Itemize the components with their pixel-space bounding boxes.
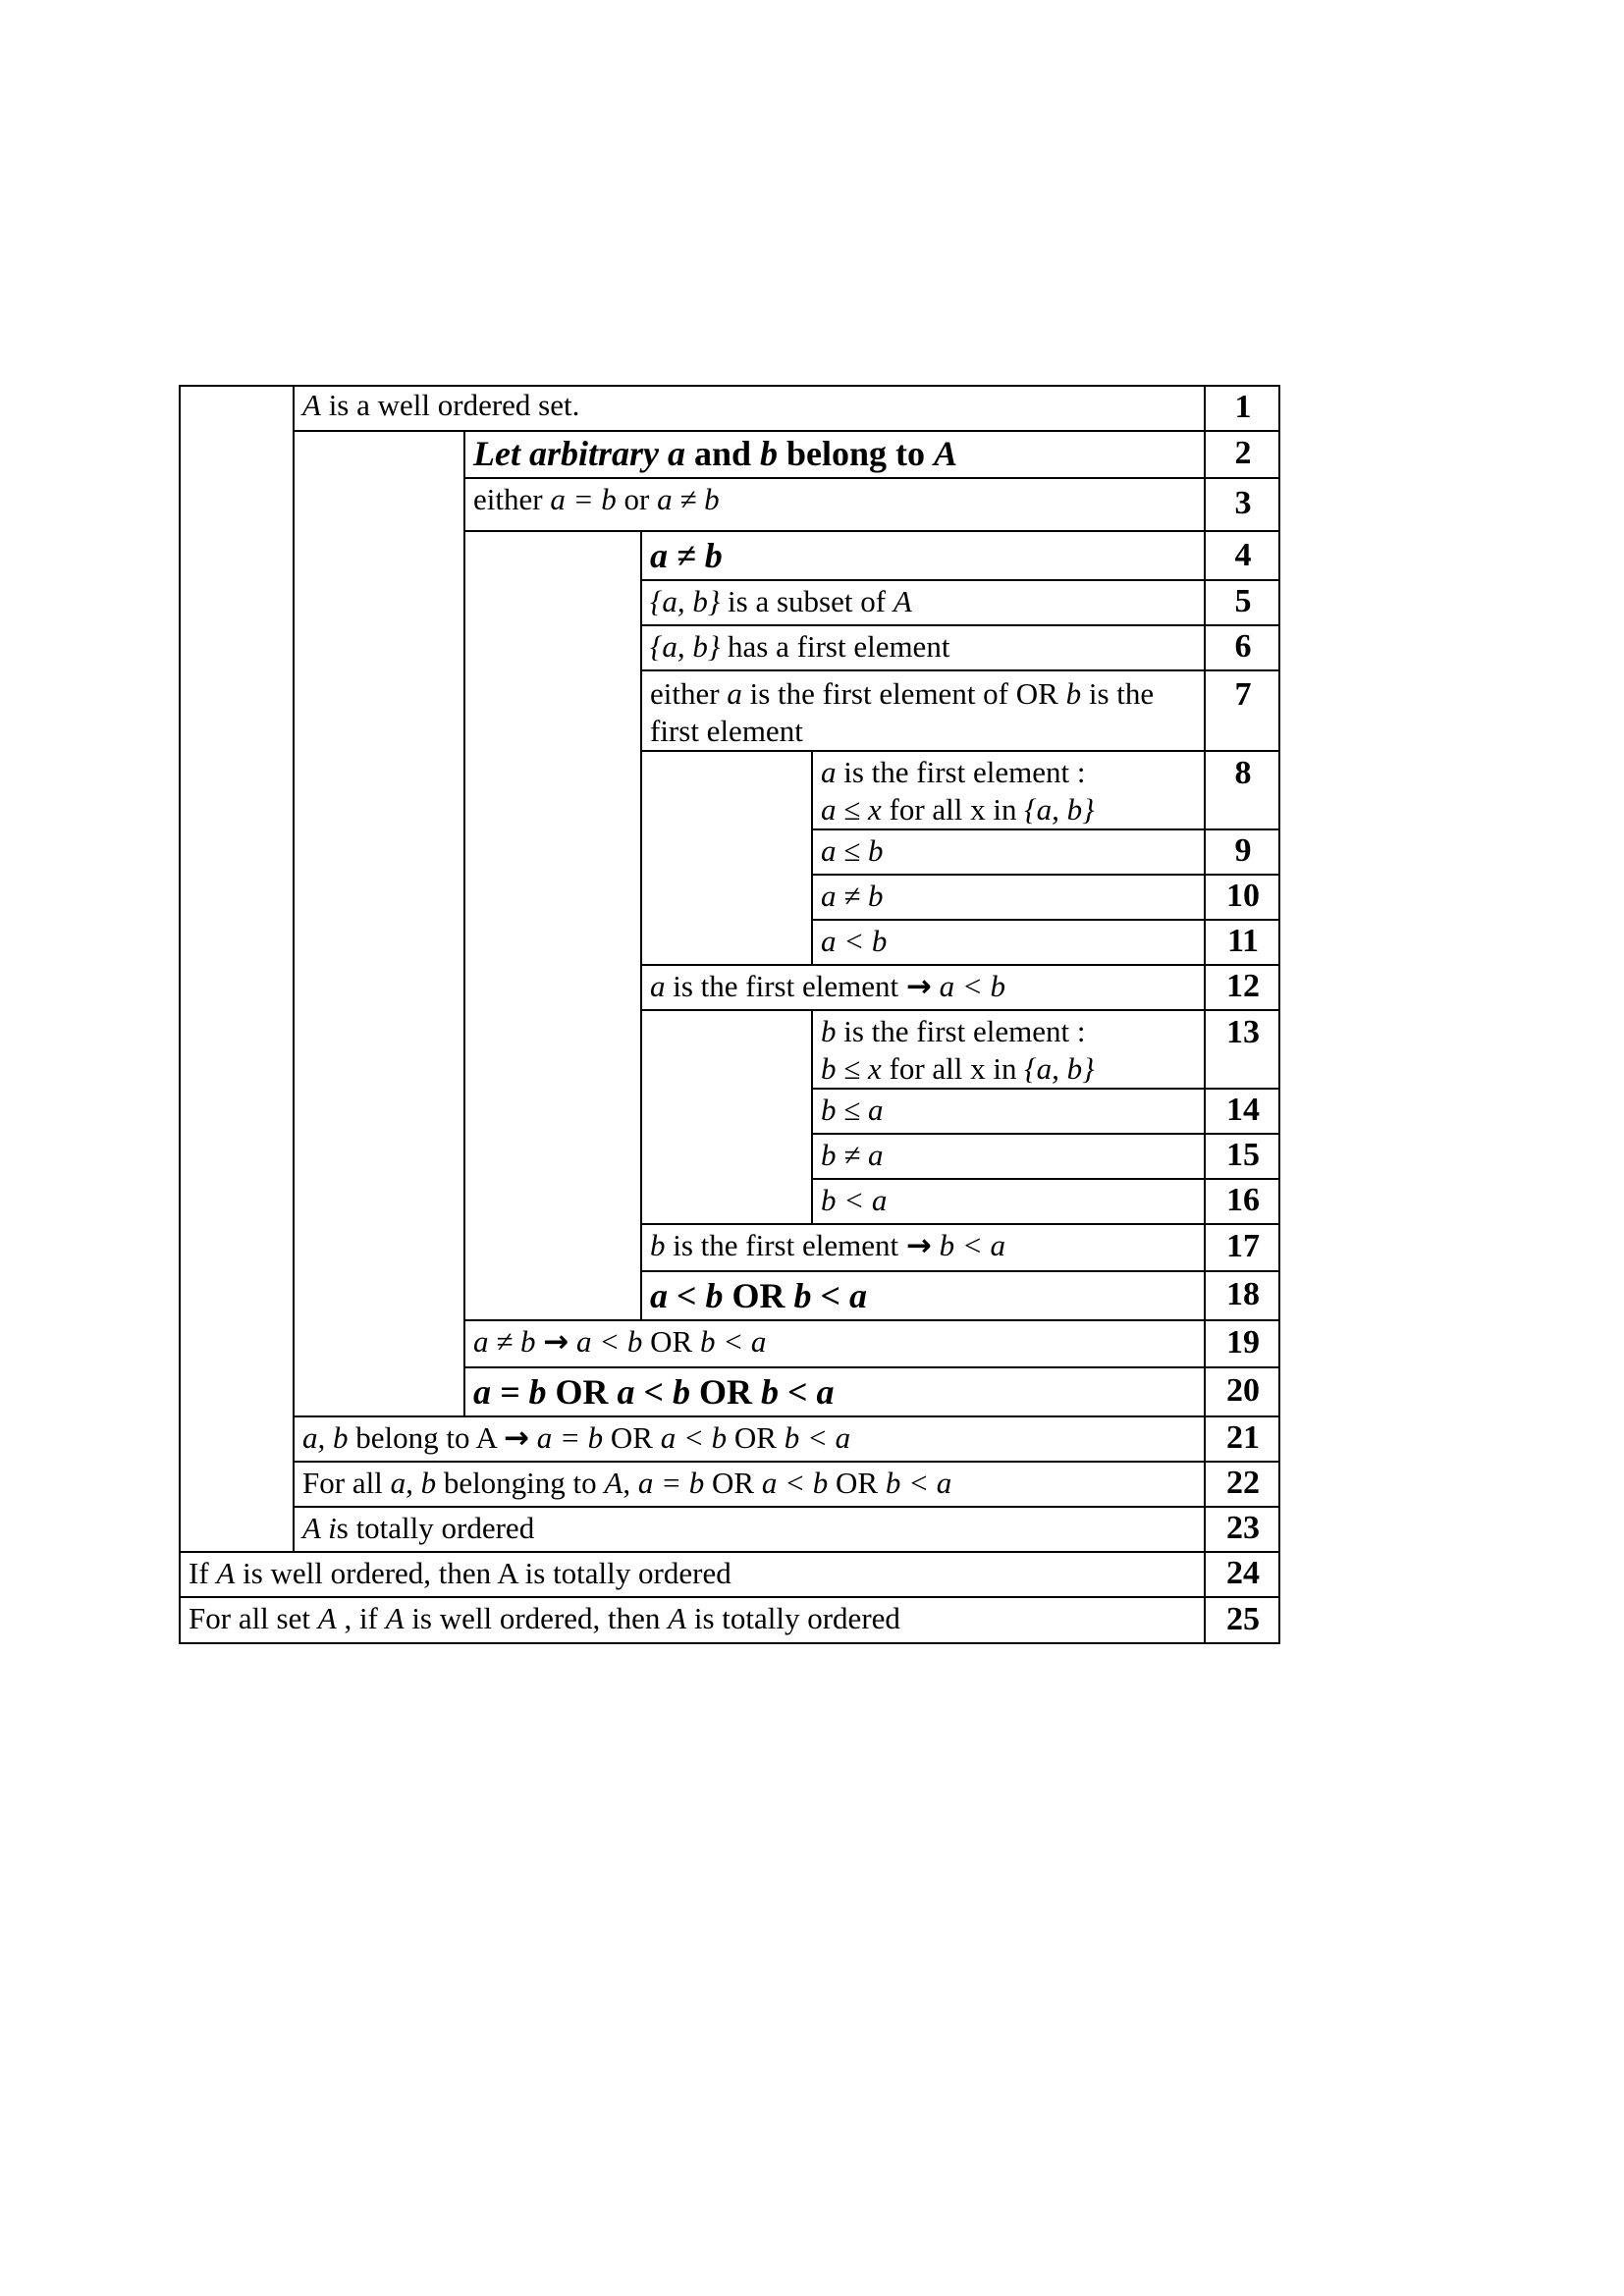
line-number-14: 14 [1226,1092,1260,1128]
statement-11: a < b [821,924,888,958]
line-number-21: 21 [1226,1419,1260,1456]
statement-10: a ≠ b [821,879,884,913]
line-number-8: 8 [1234,755,1252,791]
line-number-18: 18 [1226,1276,1260,1312]
statement-21: a, b belong to A → a = b OR a < b OR b < a [302,1420,851,1456]
statement-18: a < b OR b < a [650,1276,868,1315]
statement-24: If A is well ordered, then A is totally ordered [189,1556,731,1590]
line-number-3: 3 [1234,485,1252,521]
statement-20: a = b OR a < b OR b < a [473,1372,835,1412]
statement-22: For all a, b belonging to A, a = b OR a < b OR b < a [302,1466,952,1500]
statement-16: b < a [821,1183,888,1217]
statement-9: a ≤ b [821,833,884,868]
statement-14: b ≤ a [821,1093,884,1127]
statement-17: b is the first element → b < a [650,1228,1006,1263]
line-number-10: 10 [1226,878,1260,914]
implies-arrow-icon: → [905,969,932,1004]
line-number-5: 5 [1234,583,1252,619]
statement-23: A is totally ordered [302,1511,535,1545]
statement-13: b is the first element : b ≤ x for all x in {a, b} [821,1014,1095,1086]
line-number-4: 4 [1234,537,1252,573]
line-number-2: 2 [1234,435,1252,471]
proof-table [179,385,1280,1644]
line-number-12: 12 [1226,968,1260,1004]
statement-1: A is a well ordered set. [302,388,580,422]
implies-arrow-icon: → [543,1324,569,1360]
line-number-16: 16 [1226,1182,1260,1218]
statement-2: Let arbitrary a and b belong to A [473,434,958,473]
line-number-11: 11 [1226,923,1260,959]
line-number-19: 19 [1226,1324,1260,1361]
line-number-25: 25 [1226,1601,1260,1637]
line-number-13: 13 [1226,1014,1260,1050]
line-number-6: 6 [1234,628,1252,665]
implies-arrow-icon: → [905,1228,932,1263]
line-number-1: 1 [1234,389,1252,425]
line-number-17: 17 [1226,1228,1260,1264]
statement-6: {a, b} has a first element [650,629,950,664]
statement-4: a ≠ b [650,536,723,575]
statement-5: {a, b} is a subset of A [650,584,912,618]
statement-7: either a is the first element of OR b is the first element [650,676,1155,748]
statement-15: b ≠ a [821,1138,884,1172]
statement-8: a is the first element : a ≤ x for all x in {a, b} [821,755,1095,827]
line-number-22: 22 [1226,1465,1260,1501]
line-number-24: 24 [1226,1555,1260,1591]
line-number-20: 20 [1226,1372,1260,1409]
statement-3: either a = b or a ≠ b [473,482,720,516]
implies-arrow-icon: → [503,1420,529,1456]
statement-25: For all set A , if A is well ordered, then A is totally ordered [189,1601,900,1635]
statement-19: a ≠ b → a < b OR b < a [473,1324,767,1360]
line-number-15: 15 [1226,1137,1260,1173]
line-number-23: 23 [1226,1510,1260,1546]
line-number-9: 9 [1234,832,1252,869]
line-number-7: 7 [1234,676,1252,713]
statement-12: a is the first element → a < b [650,969,1006,1004]
